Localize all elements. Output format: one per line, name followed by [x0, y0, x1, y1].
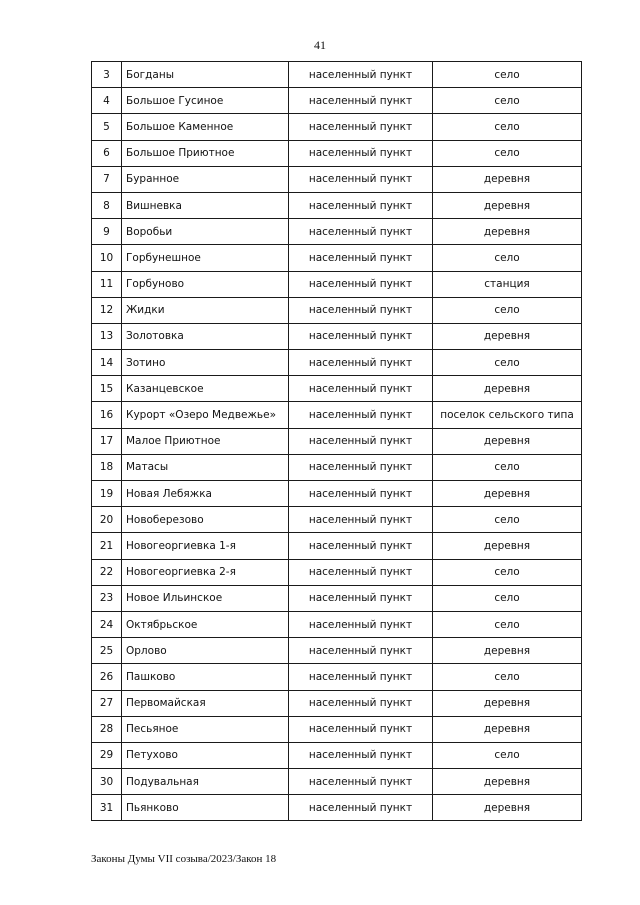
- settlement-type-cell: село: [433, 507, 582, 533]
- settlement-category-cell: населенный пункт: [289, 507, 433, 533]
- table-row: [92, 219, 582, 245]
- settlement-name-cell: Зотино: [122, 350, 289, 376]
- settlement-category-cell: населенный пункт: [289, 559, 433, 585]
- settlement-type-cell: село: [433, 559, 582, 585]
- table-row: [92, 402, 582, 428]
- settlement-name-cell: Петухово: [122, 742, 289, 768]
- row-number-cell: 30: [92, 769, 122, 795]
- settlement-type-cell: деревня: [433, 769, 582, 795]
- settlement-category-cell: населенный пункт: [289, 350, 433, 376]
- row-number-cell: 29: [92, 742, 122, 768]
- settlement-category-cell: населенный пункт: [289, 140, 433, 166]
- settlement-name-cell: Новая Лебяжка: [122, 481, 289, 507]
- table-row: [92, 716, 582, 742]
- row-number-cell: 19: [92, 481, 122, 507]
- settlement-type-cell: станция: [433, 271, 582, 297]
- settlement-type-cell: село: [433, 350, 582, 376]
- table-row: [92, 271, 582, 297]
- settlement-category-cell: населенный пункт: [289, 219, 433, 245]
- settlement-name-cell: Большое Каменное: [122, 114, 289, 140]
- settlement-type-cell: село: [433, 114, 582, 140]
- settlement-type-cell: деревня: [433, 690, 582, 716]
- settlement-name-cell: Буранное: [122, 166, 289, 192]
- table-row: [92, 140, 582, 166]
- row-number-cell: 26: [92, 664, 122, 690]
- settlement-category-cell: населенный пункт: [289, 795, 433, 821]
- settlement-type-cell: село: [433, 742, 582, 768]
- settlement-category-cell: населенный пункт: [289, 428, 433, 454]
- settlement-category-cell: населенный пункт: [289, 271, 433, 297]
- page-number: 41: [314, 38, 326, 52]
- table-row: [92, 559, 582, 585]
- settlement-type-cell: деревня: [433, 533, 582, 559]
- settlement-name-cell: Горбунешное: [122, 245, 289, 271]
- row-number-cell: 12: [92, 297, 122, 323]
- settlement-category-cell: населенный пункт: [289, 742, 433, 768]
- row-number-cell: 22: [92, 559, 122, 585]
- table-row: [92, 166, 582, 192]
- settlement-type-cell: село: [433, 611, 582, 637]
- settlement-category-cell: населенный пункт: [289, 166, 433, 192]
- settlement-name-cell: Вишневка: [122, 192, 289, 218]
- row-number-cell: 4: [92, 88, 122, 114]
- row-number-cell: 16: [92, 402, 122, 428]
- table-row: [92, 428, 582, 454]
- settlement-type-cell: деревня: [433, 481, 582, 507]
- row-number-cell: 6: [92, 140, 122, 166]
- table-row: [92, 507, 582, 533]
- row-number-cell: 17: [92, 428, 122, 454]
- row-number-cell: 20: [92, 507, 122, 533]
- settlement-category-cell: населенный пункт: [289, 611, 433, 637]
- settlement-name-cell: Новоберезово: [122, 507, 289, 533]
- table-row: [92, 638, 582, 664]
- settlement-category-cell: населенный пункт: [289, 690, 433, 716]
- table-row: [92, 245, 582, 271]
- settlement-name-cell: Подувальная: [122, 769, 289, 795]
- settlement-name-cell: Большое Приютное: [122, 140, 289, 166]
- settlement-category-cell: населенный пункт: [289, 192, 433, 218]
- table-row: [92, 454, 582, 480]
- settlement-name-cell: Первомайская: [122, 690, 289, 716]
- settlement-type-cell: деревня: [433, 166, 582, 192]
- settlement-name-cell: Новое Ильинское: [122, 585, 289, 611]
- table-row: [92, 585, 582, 611]
- row-number-cell: 14: [92, 350, 122, 376]
- settlement-category-cell: населенный пункт: [289, 533, 433, 559]
- settlement-category-cell: населенный пункт: [289, 376, 433, 402]
- settlements-table: [91, 61, 582, 821]
- settlement-name-cell: Пьянково: [122, 795, 289, 821]
- settlement-type-cell: село: [433, 664, 582, 690]
- settlement-type-cell: деревня: [433, 428, 582, 454]
- table-row: [92, 533, 582, 559]
- settlement-name-cell: Малое Приютное: [122, 428, 289, 454]
- settlement-category-cell: населенный пункт: [289, 638, 433, 664]
- settlement-category-cell: населенный пункт: [289, 323, 433, 349]
- table-row: [92, 323, 582, 349]
- settlement-category-cell: населенный пункт: [289, 716, 433, 742]
- table-row: [92, 611, 582, 637]
- settlement-name-cell: Жидки: [122, 297, 289, 323]
- settlement-category-cell: населенный пункт: [289, 454, 433, 480]
- row-number-cell: 25: [92, 638, 122, 664]
- table-row: [92, 664, 582, 690]
- settlement-name-cell: Песьяное: [122, 716, 289, 742]
- settlement-name-cell: Казанцевское: [122, 376, 289, 402]
- settlement-type-cell: село: [433, 245, 582, 271]
- settlement-type-cell: село: [433, 585, 582, 611]
- row-number-cell: 18: [92, 454, 122, 480]
- row-number-cell: 23: [92, 585, 122, 611]
- table-row: [92, 350, 582, 376]
- settlement-category-cell: населенный пункт: [289, 585, 433, 611]
- settlement-type-cell: деревня: [433, 638, 582, 664]
- document-footer: Законы Думы VII созыва/2023/Закон 18: [91, 853, 277, 865]
- settlement-name-cell: Большое Гусиное: [122, 88, 289, 114]
- table-row: [92, 114, 582, 140]
- settlement-type-cell: деревня: [433, 192, 582, 218]
- settlement-category-cell: населенный пункт: [289, 245, 433, 271]
- table-row: [92, 481, 582, 507]
- row-number-cell: 31: [92, 795, 122, 821]
- settlement-category-cell: населенный пункт: [289, 769, 433, 795]
- row-number-cell: 10: [92, 245, 122, 271]
- row-number-cell: 21: [92, 533, 122, 559]
- settlement-category-cell: населенный пункт: [289, 481, 433, 507]
- settlement-name-cell: Курорт «Озеро Медвежье»: [122, 402, 289, 428]
- settlement-type-cell: деревня: [433, 795, 582, 821]
- table-row: [92, 742, 582, 768]
- settlement-name-cell: Новогеоргиевка 2-я: [122, 559, 289, 585]
- table-row: [92, 88, 582, 114]
- settlement-name-cell: Новогеоргиевка 1-я: [122, 533, 289, 559]
- table-row: [92, 690, 582, 716]
- settlement-type-cell: деревня: [433, 376, 582, 402]
- settlements-table-body: [92, 62, 582, 821]
- settlement-name-cell: Матасы: [122, 454, 289, 480]
- settlement-name-cell: Воробьи: [122, 219, 289, 245]
- settlement-type-cell: село: [433, 297, 582, 323]
- table-row: [92, 795, 582, 821]
- row-number-cell: 9: [92, 219, 122, 245]
- settlement-name-cell: Горбуново: [122, 271, 289, 297]
- row-number-cell: 13: [92, 323, 122, 349]
- row-number-cell: 11: [92, 271, 122, 297]
- settlement-category-cell: населенный пункт: [289, 62, 433, 88]
- settlement-type-cell: деревня: [433, 323, 582, 349]
- settlement-type-cell: село: [433, 140, 582, 166]
- settlement-type-cell: деревня: [433, 716, 582, 742]
- row-number-cell: 8: [92, 192, 122, 218]
- settlement-type-cell: поселок сельского типа: [433, 402, 582, 428]
- row-number-cell: 28: [92, 716, 122, 742]
- settlement-name-cell: Золотовка: [122, 323, 289, 349]
- row-number-cell: 7: [92, 166, 122, 192]
- row-number-cell: 27: [92, 690, 122, 716]
- settlement-type-cell: деревня: [433, 219, 582, 245]
- settlement-category-cell: населенный пункт: [289, 297, 433, 323]
- table-row: [92, 769, 582, 795]
- settlement-category-cell: населенный пункт: [289, 114, 433, 140]
- settlement-type-cell: село: [433, 88, 582, 114]
- row-number-cell: 15: [92, 376, 122, 402]
- settlement-category-cell: населенный пункт: [289, 402, 433, 428]
- row-number-cell: 24: [92, 611, 122, 637]
- table-row: [92, 376, 582, 402]
- table-row: [92, 192, 582, 218]
- settlement-name-cell: Октябрьское: [122, 611, 289, 637]
- settlement-category-cell: населенный пункт: [289, 88, 433, 114]
- table-row: [92, 297, 582, 323]
- settlement-type-cell: село: [433, 454, 582, 480]
- settlement-name-cell: Орлово: [122, 638, 289, 664]
- settlement-name-cell: Богданы: [122, 62, 289, 88]
- settlement-name-cell: Пашково: [122, 664, 289, 690]
- table-row: [92, 62, 582, 88]
- row-number-cell: 3: [92, 62, 122, 88]
- settlement-type-cell: село: [433, 62, 582, 88]
- row-number-cell: 5: [92, 114, 122, 140]
- settlement-category-cell: населенный пункт: [289, 664, 433, 690]
